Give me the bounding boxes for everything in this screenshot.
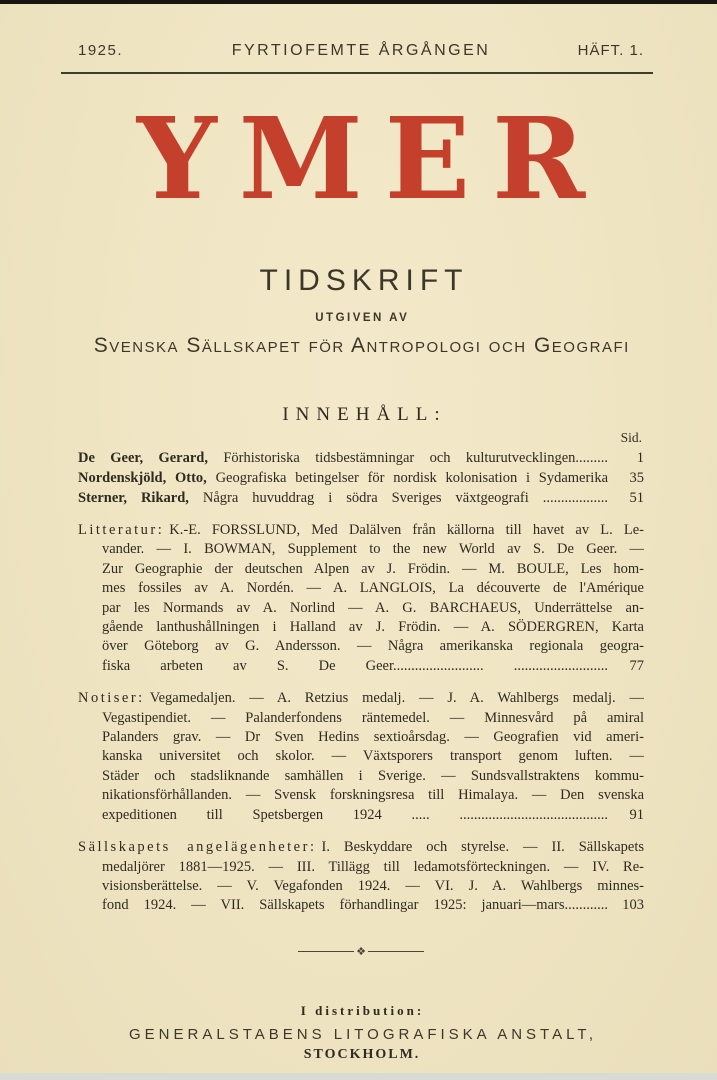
- section-line: mes fossiles av A. Nordén. — A. LANGLOIS, La découverte de l'Amérique: [102, 580, 644, 597]
- section-text: I. Beskyddare och styrelse. — II. Sällskapets: [321, 839, 644, 856]
- section-line: fond 1924. — VII. Sällskapets förhandlingar 1925: januari—mars............: [102, 897, 608, 914]
- section-text: Vegamedaljen. — A. Retzius medalj. — J. A. Wahlbergs medalj. —: [149, 690, 644, 707]
- section-page-number: 77: [629, 657, 644, 674]
- section-text: K.-E. FORSSLUND, Med Dalälven från källorna till havet av L. Le-: [169, 522, 644, 538]
- issue-volume: FYRTIOFEMTE ÅRGÅNGEN: [231, 42, 491, 59]
- section-line: kanska universitet och skolor. — Växtsporers transport genom luften. —: [102, 748, 644, 765]
- section-last-line-row: [78, 806, 644, 825]
- section-litteratur: [78, 521, 644, 676]
- section-line: Zur Geographie der deutschen Alpen av J. Frödin. — M. BOULE, Les hom-: [102, 560, 644, 577]
- issue-year: 1925.: [78, 42, 124, 59]
- section-line: medaljörer 1881—1925. — III. Tillägg till ledamotsförteckningen. — IV. Re-: [102, 858, 644, 875]
- section-line: visionsberättelse. — V. Vegafonden 1924. — VI. J. A. Wahlbergs minnes-: [102, 877, 644, 894]
- article-author: Sterner, Rikard,: [78, 490, 189, 506]
- article-title: Geografiska betingelser för nordisk kolonisation i Sydamerika: [215, 470, 608, 486]
- section-line: [78, 838, 644, 857]
- printer-name: GENERALSTABENS LITOGRAFISKA ANSTALT,: [129, 1025, 597, 1043]
- section-line: gående lanthushållningen i Halland av J. Frödin. — A. SÖDERGREN, Karta: [102, 619, 644, 636]
- section-line: [78, 689, 644, 708]
- issue-number: HÄFT. 1.: [577, 42, 644, 59]
- article-list: [78, 448, 644, 508]
- section-last-line-row: [78, 657, 644, 676]
- published-by-label: UTGIVEN AV: [315, 312, 410, 324]
- article-page-number: 1: [636, 450, 644, 466]
- society-name: Svenska Sällskapet för Antropologi och Geografi: [93, 334, 630, 357]
- article-page-number: 51: [629, 490, 644, 506]
- section-line: vander. — I. BOWMAN, Supplement to the new World av S. De Geer. —: [102, 541, 644, 558]
- section-line: Vegastipendiet. — Palanderfondens räntemedel. — Minnesvård på amiral: [102, 709, 644, 726]
- section-page-number: 103: [622, 897, 644, 914]
- header-rule: [61, 72, 653, 74]
- section-line: Palanders grav. — Dr Sven Hedins sextioårsdag. — Geografien vid ameri-: [102, 729, 644, 746]
- section-line: Städer och stadsliknande samhällen i Sverige. — Sundsvallstraktens kommu-: [102, 767, 644, 784]
- section-label: Litteratur:: [78, 522, 165, 538]
- article-entry: [78, 448, 608, 468]
- scan-edge-bottom: [0, 1073, 717, 1080]
- section-line: över Göteborg av G. Andersson. — Några amerikanska regionala geogra-: [102, 638, 644, 655]
- ornament-divider: [78, 946, 644, 957]
- page-column-label: Sid.: [620, 430, 642, 445]
- section-line: [78, 521, 644, 540]
- section-line: par les Normands av A. Norlind — A. G. BARCHAEUS, Underrättelse an-: [102, 599, 644, 616]
- article-author: Nordenskjöld, Otto,: [78, 470, 207, 486]
- section-notiser: [78, 689, 644, 825]
- contents-heading: INNEHÅLL:: [282, 404, 447, 425]
- article-title: Några huvuddrag i södra Sveriges växtgeografi ..................: [202, 490, 608, 506]
- article-row: [78, 488, 644, 508]
- article-row: [78, 468, 644, 488]
- printer-city: STOCKHOLM.: [303, 1046, 421, 1062]
- section-line: fiska arbeten av S. De Geer......................... ..........................: [102, 657, 608, 674]
- article-page-number: 35: [629, 470, 644, 486]
- section-label: Sällskapets angelägenheter:: [78, 839, 317, 856]
- article-title: Förhistoriska tidsbestämningar och kulturutvecklingen.........: [223, 450, 608, 466]
- article-entry: [78, 468, 608, 488]
- section-line: nikationsförhållanden. — Svensk forskningsresa till Himalaya. — Den svenska: [102, 787, 644, 804]
- journal-title: YMER: [136, 94, 608, 225]
- section-line: expeditionen till Spetsbergen 1924 ..... .........................................: [102, 806, 608, 823]
- article-entry: [78, 488, 608, 508]
- section-last-line-row: [78, 896, 644, 915]
- distribution-label: I distribution:: [300, 1002, 425, 1018]
- masthead-issue-line: [78, 42, 644, 60]
- section-label: Notiser:: [78, 690, 145, 707]
- section-sallskapets-angelagenheter: [78, 838, 644, 916]
- ornament-line-left: [298, 951, 354, 952]
- journal-subtitle: TIDSKRIFT: [259, 264, 469, 297]
- article-author: De Geer, Gerard,: [78, 450, 208, 466]
- ornament-line-right: [368, 951, 424, 952]
- article-row: [78, 448, 644, 468]
- journal-cover-page: [78, 4, 644, 1063]
- diamond-ornament-icon: ❖: [356, 944, 366, 958]
- section-page-number: 91: [629, 806, 644, 823]
